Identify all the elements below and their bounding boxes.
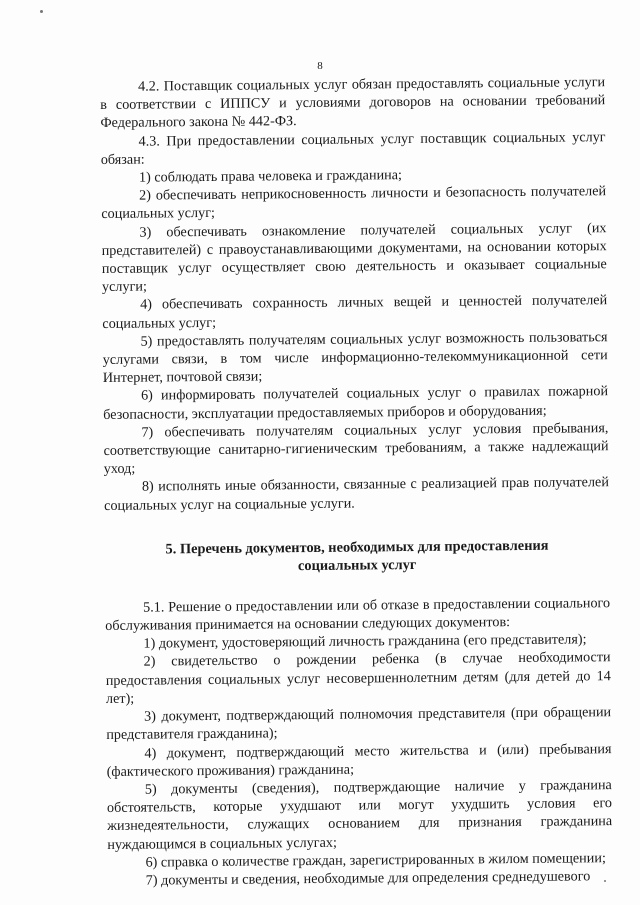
list-item: 4) обеспечивать сохранность личных вещей и ценностей получателей социальных услуг;	[102, 292, 608, 332]
paragraph-4-3: 4.3. При предоставлении социальных услуг поставщик социальных услуг обязан:	[100, 128, 606, 168]
list-item: 5) документы (сведения), подтверждающие наличие у гражданина обстоятельств, которые ухудшают или могут ухудшить условия его жизнедеятельности, служащих основанием для признания гражданина нуждающимся в социальных услугах;	[106, 777, 613, 853]
page-number: 8	[317, 60, 323, 72]
list-item: 1) документ, удостоверяющий личность гражданина (его представителя);	[143, 631, 587, 652]
list-item: 1) соблюдать права человека и гражданина;	[138, 167, 403, 186]
list-item: 6) справка о количестве граждан, зарегистрированных в жилом помещении;	[145, 849, 606, 871]
list-item: 3) обеспечивать ознакомление получателей социальных услуг (их представителей) с правоустанавливающими документами, на основании которых поставщик услуг осуществляет свою деятельность и оказывает социальные услуги;	[101, 219, 607, 296]
paragraph-4-2: 4.2. Поставщик социальных услуг обязан предоставлять социальные услуги в соответствии с ИППСУ и условиями договоров на основании требований Федерального закона № 442-ФЗ.	[100, 74, 606, 132]
list-item: 4) документ, подтверждающий место жительства и (или) пребывания (фактического проживания) гражданина;	[106, 740, 612, 780]
list-item: 7) документы и сведения, необходимые для определения среднедушевого	[145, 868, 591, 889]
section-5	[105, 594, 613, 890]
scan-speck	[40, 10, 43, 13]
section-5-heading: 5. Перечень документов, необходимых для предоставления социальных услуг	[165, 537, 549, 574]
list-item: 2) обеспечивать неприкосновенность личности и безопасность получателей социальных услуг;	[101, 183, 607, 223]
list-item: 2) свидетельство о рождении ребенка (в случае необходимости предоставления социальных услуг несовершеннолетним детям (для детей до 14 лет);	[105, 649, 611, 707]
list-item: 5) предоставлять получателям социальных услуг возможность пользоваться услугами связи, в том числе информационно-телекоммуникационной сети Интернет, почтовой связи;	[102, 328, 608, 387]
list-item: 8) исполнять иные обязанности, связанные с реализацией прав получателей социальных услуг на социальные услуги.	[104, 474, 609, 514]
document-body	[100, 73, 613, 890]
list-item: 6) информировать получателей социальных услуг о правилах пожарной безопасности, эксплуатации предоставляемых приборов и оборудования;	[103, 383, 609, 423]
paragraph-5-1: 5.1. Решение о предоставлении или об отказе в предоставлении социального обслуживания принимается на основании следующих документов:	[105, 595, 611, 635]
section-4	[100, 73, 609, 515]
list-item: 3) документ, подтверждающий полномочия представителя (при обращении представителя гражданина);	[106, 704, 612, 744]
list-item: 7) обеспечивать получателям социальных услуг условия пребывания, соответствующие санитарно-гигиеническим требованиям, а также надлежащий уход;	[103, 419, 609, 478]
